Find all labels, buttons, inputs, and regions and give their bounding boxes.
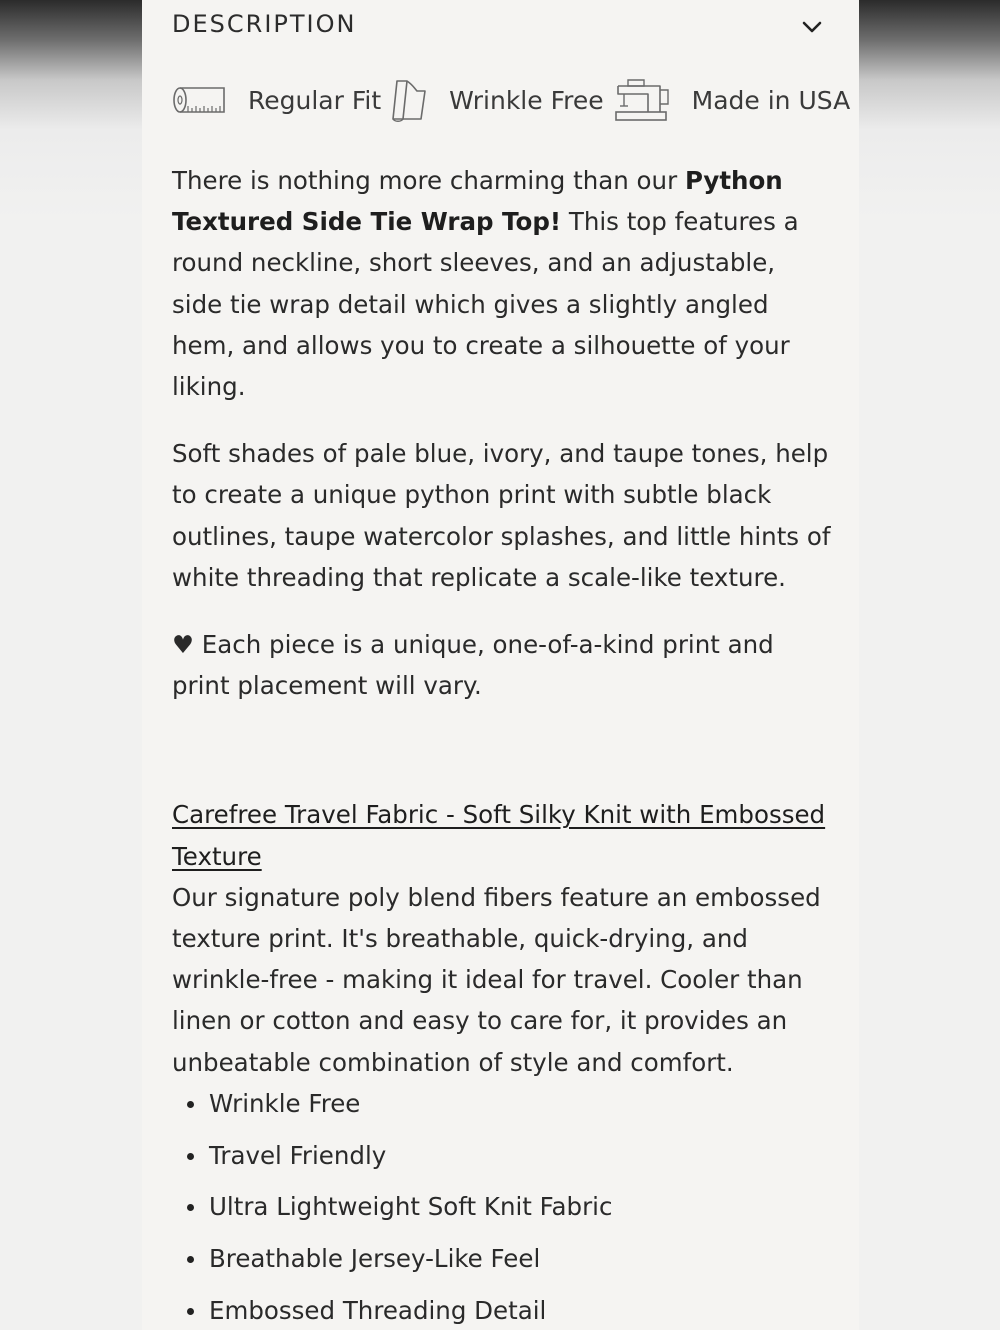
feature-label: Made in USA — [691, 85, 851, 115]
feature-made-in-usa — [614, 76, 851, 124]
feature-regular-fit — [172, 84, 381, 116]
fabric-features-list — [172, 1083, 832, 1330]
feature-label: Wrinkle Free — [449, 85, 604, 115]
feature-label: Regular Fit — [248, 85, 382, 115]
list-item: Breathable Jersey-Like Feel — [172, 1238, 832, 1290]
fabric-description: Our signature poly blend fibers feature an embossed texture print. It's breathable, quick-drying, and wrinkle-free - making it ideal for travel. Cooler than linen or cotton and easy to care for, it provides an unbeatable combination of style and comfort. — [172, 882, 821, 1077]
feature-badges — [172, 72, 851, 128]
background-right — [859, 0, 1000, 1330]
folded-fabric-icon — [391, 77, 429, 123]
sewing-machine-icon — [614, 76, 672, 124]
description-note: ♥ Each piece is a unique, one-of-a-kind print and print placement will vary. — [172, 630, 774, 701]
product-name: Python Textured Side Tie Wrap Top! — [172, 166, 783, 237]
description-body — [172, 160, 832, 1330]
description-panel — [142, 0, 859, 1330]
list-item: Wrinkle Free — [172, 1083, 832, 1135]
description-paragraph: Soft shades of pale blue, ivory, and taupe tones, help to create a unique python print with subtle black outlines, taupe watercolor splashes, and little hints of white threading that replicate a scale-like texture. — [172, 439, 831, 592]
chevron-down-icon[interactable] — [801, 16, 823, 38]
list-item: Embossed Threading Detail — [172, 1290, 832, 1330]
background-left — [0, 0, 142, 1330]
description-paragraph: There is nothing more charming than our Python Textured Side Tie Wrap Top! This top features a round neckline, short sleeves, and an adjustable, side tie wrap detail which gives a slightly angled hem, and allows you to create a silhouette of your liking. — [172, 166, 799, 402]
list-item: Ultra Lightweight Soft Knit Fabric — [172, 1186, 832, 1238]
section-title: DESCRIPTION — [172, 10, 357, 38]
list-item: Travel Friendly — [172, 1135, 832, 1187]
measuring-tape-icon — [172, 84, 228, 116]
feature-wrinkle-free — [391, 77, 603, 123]
description-accordion-header[interactable] — [172, 8, 829, 48]
fabric-title-link[interactable]: Carefree Travel Fabric - Soft Silky Knit with Embossed Texture — [172, 800, 826, 871]
